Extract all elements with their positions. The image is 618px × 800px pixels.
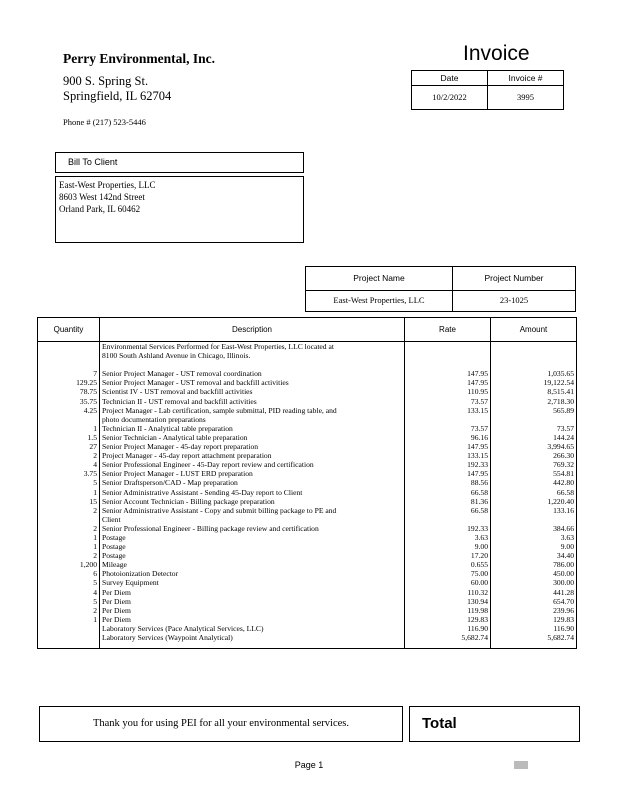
amount-cell — [491, 415, 577, 424]
quantity-cell: 6 — [38, 569, 100, 578]
quantity-cell — [38, 624, 100, 633]
bill-to-line: Orland Park, IL 60462 — [59, 204, 141, 214]
rate-cell: 88.56 — [405, 478, 491, 487]
description-cell: Postage — [100, 533, 405, 542]
invoice-number-label: Invoice # — [508, 73, 543, 83]
table-row — [38, 569, 577, 578]
table-row — [38, 478, 577, 487]
total-box — [409, 706, 580, 742]
rate-cell: 66.58 — [405, 488, 491, 497]
table-row — [38, 642, 577, 649]
quantity-cell: 1.5 — [38, 433, 100, 442]
amount-cell — [491, 515, 577, 524]
description-cell: Postage — [100, 551, 405, 560]
amount-cell: 66.58 — [491, 488, 577, 497]
table-row — [38, 506, 577, 515]
rate-cell: 0.655 — [405, 560, 491, 569]
amount-cell — [491, 351, 577, 360]
table-row — [38, 424, 577, 433]
bill-to-line: East-West Properties, LLC — [59, 180, 156, 190]
description-cell: Per Diem — [100, 606, 405, 615]
description-cell — [100, 360, 405, 369]
quantity-cell: 15 — [38, 497, 100, 506]
table-row — [38, 597, 577, 606]
amount-cell: 3.63 — [491, 533, 577, 542]
description-cell: Senior Draftsperson/CAD - Map preparation — [100, 478, 405, 487]
description-cell: Senior Administrative Assistant - Copy and submit billing package to PE and — [100, 506, 405, 515]
amount-cell: 3,994.65 — [491, 442, 577, 451]
quantity-cell: 2 — [38, 506, 100, 515]
description-cell: Senior Professional Engineer - 45-Day report review and certification — [100, 460, 405, 469]
quantity-cell: 2 — [38, 524, 100, 533]
quantity-cell — [38, 515, 100, 524]
description-cell: Laboratory Services (Pace Analytical Services, LLC) — [100, 624, 405, 633]
bill-to-header — [55, 152, 304, 173]
rate-cell: 96.16 — [405, 433, 491, 442]
description-cell: Senior Project Manager - 45-day report preparation — [100, 442, 405, 451]
amount-cell: 144.24 — [491, 433, 577, 442]
description-cell: Senior Administrative Assistant - Sending 45-Day report to Client — [100, 488, 405, 497]
table-row — [38, 578, 577, 587]
rate-cell: 192.33 — [405, 460, 491, 469]
amount-cell: 565.89 — [491, 406, 577, 415]
quantity-cell — [38, 351, 100, 360]
table-row — [38, 488, 577, 497]
quantity-cell: 129.25 — [38, 378, 100, 387]
description-cell: Per Diem — [100, 597, 405, 606]
rate-cell: 133.15 — [405, 451, 491, 460]
bill-to-label: Bill To Client — [68, 157, 118, 167]
table-row — [38, 624, 577, 633]
rate-cell: 75.00 — [405, 569, 491, 578]
description-cell: Technician II - Analytical table preparation — [100, 424, 405, 433]
rate-cell: 147.95 — [405, 469, 491, 478]
rate-cell: 147.95 — [405, 442, 491, 451]
rate-cell — [405, 642, 491, 649]
company-address-street: 900 S. Spring St. — [63, 74, 149, 88]
rate-cell: 110.95 — [405, 387, 491, 396]
amount-cell — [491, 342, 577, 352]
amount-cell: 1,220.40 — [491, 497, 577, 506]
rate-cell — [405, 415, 491, 424]
description-cell: Per Diem — [100, 588, 405, 597]
quantity-cell: 1 — [38, 424, 100, 433]
amount-cell: 441.28 — [491, 588, 577, 597]
description-cell — [100, 642, 405, 649]
description-cell: Project Manager - 45-day report attachment preparation — [100, 451, 405, 460]
rate-cell: 147.95 — [405, 378, 491, 387]
rate-cell: 17.20 — [405, 551, 491, 560]
rate-cell: 119.98 — [405, 606, 491, 615]
quantity-cell — [38, 342, 100, 352]
table-row — [38, 533, 577, 542]
rate-cell: 130.94 — [405, 597, 491, 606]
project-info-box — [305, 266, 576, 312]
table-row — [38, 497, 577, 506]
quantity-cell: 5 — [38, 478, 100, 487]
amount-cell: 786.00 — [491, 560, 577, 569]
rate-cell: 3.63 — [405, 533, 491, 542]
bill-to-line: 8603 West 142nd Street — [59, 192, 145, 202]
quantity-cell: 1 — [38, 533, 100, 542]
amount-cell: 300.00 — [491, 578, 577, 587]
table-row — [38, 406, 577, 415]
company-name: Perry Environmental, Inc. — [63, 51, 215, 66]
bill-to-address — [55, 176, 304, 243]
table-row — [38, 351, 577, 360]
description-cell: Per Diem — [100, 615, 405, 624]
amount-cell: 654.70 — [491, 597, 577, 606]
rate-cell: 81.36 — [405, 497, 491, 506]
quantity-cell: 78.75 — [38, 387, 100, 396]
rate-cell: 60.00 — [405, 578, 491, 587]
quantity-cell: 7 — [38, 369, 100, 378]
amount-cell: 239.96 — [491, 606, 577, 615]
amount-cell: 1,035.65 — [491, 369, 577, 378]
quantity-cell — [38, 642, 100, 649]
rate-cell: 73.57 — [405, 397, 491, 406]
invoice-title: Invoice — [463, 42, 530, 65]
quantity-cell: 5 — [38, 578, 100, 587]
description-cell: Client — [100, 515, 405, 524]
description-cell: Senior Project Manager - LUST ERD preparation — [100, 469, 405, 478]
project-name: East-West Properties, LLC — [333, 295, 425, 305]
table-row — [38, 360, 577, 369]
amount-cell: 2,718.30 — [491, 397, 577, 406]
table-row — [38, 606, 577, 615]
table-row — [38, 551, 577, 560]
rate-cell — [405, 342, 491, 352]
page-number: Page 1 — [294, 760, 324, 770]
amount-cell: 450.00 — [491, 569, 577, 578]
rate-cell: 116.90 — [405, 624, 491, 633]
description-cell: Environmental Services Performed for East-West Properties, LLC located at — [100, 342, 405, 352]
description-cell: Senior Project Manager - UST removal and backfill activities — [100, 378, 405, 387]
quantity-cell: 1 — [38, 542, 100, 551]
table-row — [38, 378, 577, 387]
quantity-cell: 4 — [38, 460, 100, 469]
company-address-city: Springfield, IL 62704 — [63, 89, 172, 103]
thank-you-message: Thank you for using PEI for all your environmental services. — [92, 718, 350, 729]
amount-header: Amount — [491, 318, 577, 342]
description-cell: 8100 South Ashland Avenue in Chicago, Illinois. — [100, 351, 405, 360]
rate-cell: 110.32 — [405, 588, 491, 597]
quantity-cell — [38, 415, 100, 424]
quantity-cell: 4.25 — [38, 406, 100, 415]
rate-cell: 9.00 — [405, 542, 491, 551]
project-name-label: Project Name — [353, 273, 405, 283]
date-label: Date — [440, 73, 459, 83]
amount-cell: 73.57 — [491, 424, 577, 433]
rate-cell: 66.58 — [405, 506, 491, 515]
quantity-cell: 27 — [38, 442, 100, 451]
amount-cell: 129.83 — [491, 615, 577, 624]
rate-cell: 5,682.74 — [405, 633, 491, 642]
rate-cell: 133.15 — [405, 406, 491, 415]
table-row — [38, 451, 577, 460]
amount-cell: 554.81 — [491, 469, 577, 478]
quantity-cell: 1,200 — [38, 560, 100, 569]
description-cell: Postage — [100, 542, 405, 551]
quantity-cell: 5 — [38, 597, 100, 606]
rate-cell — [405, 360, 491, 369]
table-row — [38, 442, 577, 451]
project-number: 23-1025 — [499, 295, 529, 305]
description-cell: Senior Project Manager - UST removal coordination — [100, 369, 405, 378]
table-row — [38, 560, 577, 569]
quantity-cell — [38, 360, 100, 369]
description-cell: Survey Equipment — [100, 578, 405, 587]
total-label: Total — [422, 715, 457, 732]
line-items-table — [37, 317, 577, 649]
table-row — [38, 387, 577, 396]
description-cell: Project Manager - Lab certification, sample submittal, PID reading table, and — [100, 406, 405, 415]
quantity-header: Quantity — [38, 318, 100, 342]
table-row — [38, 433, 577, 442]
table-row — [38, 542, 577, 551]
description-cell: Senior Technician - Analytical table preparation — [100, 433, 405, 442]
table-row — [38, 615, 577, 624]
description-cell: Technician II - UST removal and backfill activities — [100, 397, 405, 406]
amount-cell — [491, 360, 577, 369]
scan-mark — [514, 761, 528, 769]
rate-cell: 129.83 — [405, 615, 491, 624]
amount-cell: 266.30 — [491, 451, 577, 460]
table-row — [38, 342, 577, 352]
amount-cell: 9.00 — [491, 542, 577, 551]
description-cell: Photoionization Detector — [100, 569, 405, 578]
amount-cell: 8,515.41 — [491, 387, 577, 396]
amount-cell: 34.40 — [491, 551, 577, 560]
amount-cell: 5,682.74 — [491, 633, 577, 642]
amount-cell: 116.90 — [491, 624, 577, 633]
description-cell: Mileage — [100, 560, 405, 569]
amount-cell: 384.66 — [491, 524, 577, 533]
rate-cell: 147.95 — [405, 369, 491, 378]
amount-cell: 442.80 — [491, 478, 577, 487]
invoice-number: 3995 — [517, 92, 534, 102]
company-phone: Phone # (217) 523-5446 — [63, 117, 146, 127]
amount-cell: 19,122.54 — [491, 378, 577, 387]
table-row — [38, 415, 577, 424]
quantity-cell: 2 — [38, 606, 100, 615]
table-row — [38, 633, 577, 642]
description-cell: Senior Account Technician - Billing package preparation — [100, 497, 405, 506]
table-header-row — [38, 318, 577, 342]
quantity-cell: 2 — [38, 451, 100, 460]
amount-cell — [491, 642, 577, 649]
description-cell: Laboratory Services (Waypoint Analytical) — [100, 633, 405, 642]
invoice-date: 10/2/2022 — [432, 92, 467, 102]
quantity-cell — [38, 633, 100, 642]
rate-cell — [405, 351, 491, 360]
invoice-info-box — [411, 70, 564, 110]
description-header: Description — [100, 318, 405, 342]
table-row — [38, 469, 577, 478]
table-row — [38, 524, 577, 533]
rate-header: Rate — [405, 318, 491, 342]
project-number-label: Project Number — [484, 273, 544, 283]
quantity-cell: 4 — [38, 588, 100, 597]
description-cell: Scientist IV - UST removal and backfill activities — [100, 387, 405, 396]
amount-cell: 133.16 — [491, 506, 577, 515]
table-row — [38, 369, 577, 378]
quantity-cell: 1 — [38, 488, 100, 497]
thank-you-box — [39, 706, 403, 742]
table-row — [38, 460, 577, 469]
quantity-cell: 3.75 — [38, 469, 100, 478]
description-cell: Senior Professional Engineer - Billing package review and certification — [100, 524, 405, 533]
amount-cell: 769.32 — [491, 460, 577, 469]
quantity-cell: 35.75 — [38, 397, 100, 406]
quantity-cell: 2 — [38, 551, 100, 560]
quantity-cell: 1 — [38, 615, 100, 624]
rate-cell: 192.33 — [405, 524, 491, 533]
table-row — [38, 515, 577, 524]
table-row — [38, 588, 577, 597]
rate-cell: 73.57 — [405, 424, 491, 433]
rate-cell — [405, 515, 491, 524]
description-cell: photo documentation preparations — [100, 415, 405, 424]
table-row — [38, 397, 577, 406]
